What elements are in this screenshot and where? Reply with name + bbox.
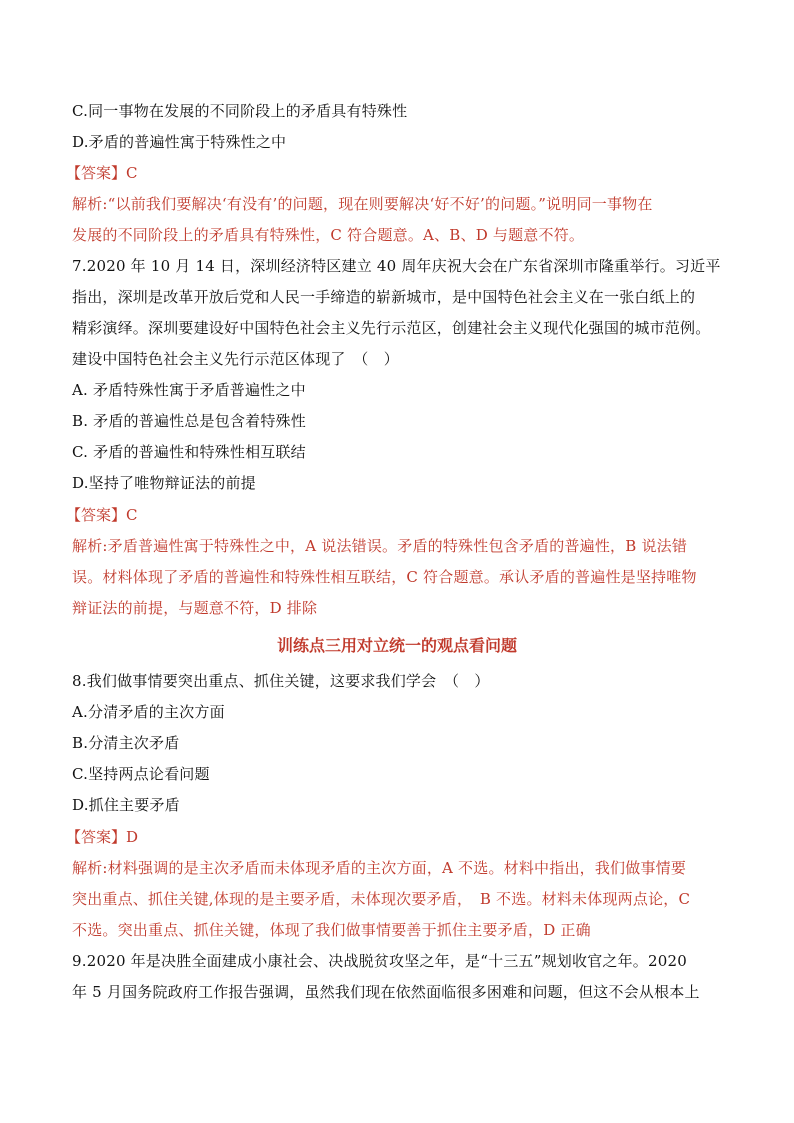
q7-stem-line-4: 建设中国特色社会主义先行示范区体现了 （ ） — [72, 350, 399, 368]
q6-option-c: C.同一事物在发展的不同阶段上的矛盾具有特殊性 — [72, 102, 408, 120]
q8-stem: 8.我们做事情要突出重点、抓住关键，这要求我们学会 （ ） — [72, 672, 490, 690]
q6-analysis-line-2: 发展的不同阶段上的矛盾具有特殊性，C 符合题意。A、B、D 与题意不符。 — [72, 226, 585, 244]
q7-answer: 【答案】C — [66, 506, 138, 524]
q9-stem-line-1: 9.2020 年是决胜全面建成小康社会、决战脱贫攻坚之年，是“十三五”规划收官之年。2020 — [72, 952, 687, 970]
q7-stem-line-1: 7.2020 年 10 月 14 日，深圳经济特区建立 40 周年庆祝大会在广东省深圳市隆重举行。习近平 — [72, 257, 721, 275]
q8-option-d: D.抓住主要矛盾 — [72, 796, 180, 814]
q8-answer: 【答案】D — [66, 828, 139, 846]
q8-option-a: A.分清矛盾的主次方面 — [72, 703, 225, 721]
q7-option-d: D.坚持了唯物辩证法的前提 — [72, 474, 256, 492]
q7-option-a: A. 矛盾特殊性寓于矛盾普遍性之中 — [72, 381, 306, 399]
section-title: 训练点三用对立统一的观点看问题 — [276, 636, 517, 655]
q7-option-b: B. 矛盾的普遍性总是包含着特殊性 — [72, 412, 306, 430]
q8-option-b: B.分清主次矛盾 — [72, 734, 180, 752]
q7-option-c: C. 矛盾的普遍性和特殊性相互联结 — [72, 443, 306, 461]
q7-stem-line-2: 指出，深圳是改革开放后党和人民一手缔造的崭新城市，是中国特色社会主义在一张白纸上的 — [72, 288, 696, 306]
q8-analysis-line-2: 突出重点、抓住关键,体现的是主要矛盾，未体现次要矛盾， B 不选。材料未体现两点论，C — [72, 890, 691, 908]
q8-option-c: C.坚持两点论看问题 — [72, 765, 210, 783]
q6-answer: 【答案】C — [66, 164, 138, 182]
q6-option-d: D.矛盾的普遍性寓于特殊性之中 — [72, 133, 287, 151]
q6-analysis-line-1: 解析:“以前我们要解决‘有没有’的问题，现在则要解决‘好不好’的问题。”说明同一事物在 — [72, 195, 653, 213]
q8-analysis-line-1: 解析:材料强调的是主次矛盾而未体现矛盾的主次方面，A 不选。材料中指出，我们做事情要 — [72, 859, 687, 877]
q9-stem-line-2: 年 5 月国务院政府工作报告强调，虽然我们现在依然面临很多困难和问题，但这不会从根本上 — [72, 983, 700, 1001]
q7-stem-line-3: 精彩演绎。深圳要建设好中国特色社会主义先行示范区，创建社会主义现代化强国的城市范例。 — [72, 319, 711, 337]
q7-analysis-line-3: 辩证法的前提，与题意不符，D 排除 — [72, 599, 318, 617]
q7-analysis-line-2: 误。材料体现了矛盾的普遍性和特殊性相互联结，C 符合题意。承认矛盾的普遍性是坚持唯物 — [72, 568, 697, 586]
q8-analysis-line-3: 不选。突出重点、抓住关键，体现了我们做事情要善于抓住主要矛盾，D 正确 — [72, 921, 591, 939]
q7-analysis-line-1: 解析:矛盾普遍性寓于特殊性之中，A 说法错误。矛盾的特殊性包含矛盾的普遍性，B 说法错 — [72, 537, 688, 555]
